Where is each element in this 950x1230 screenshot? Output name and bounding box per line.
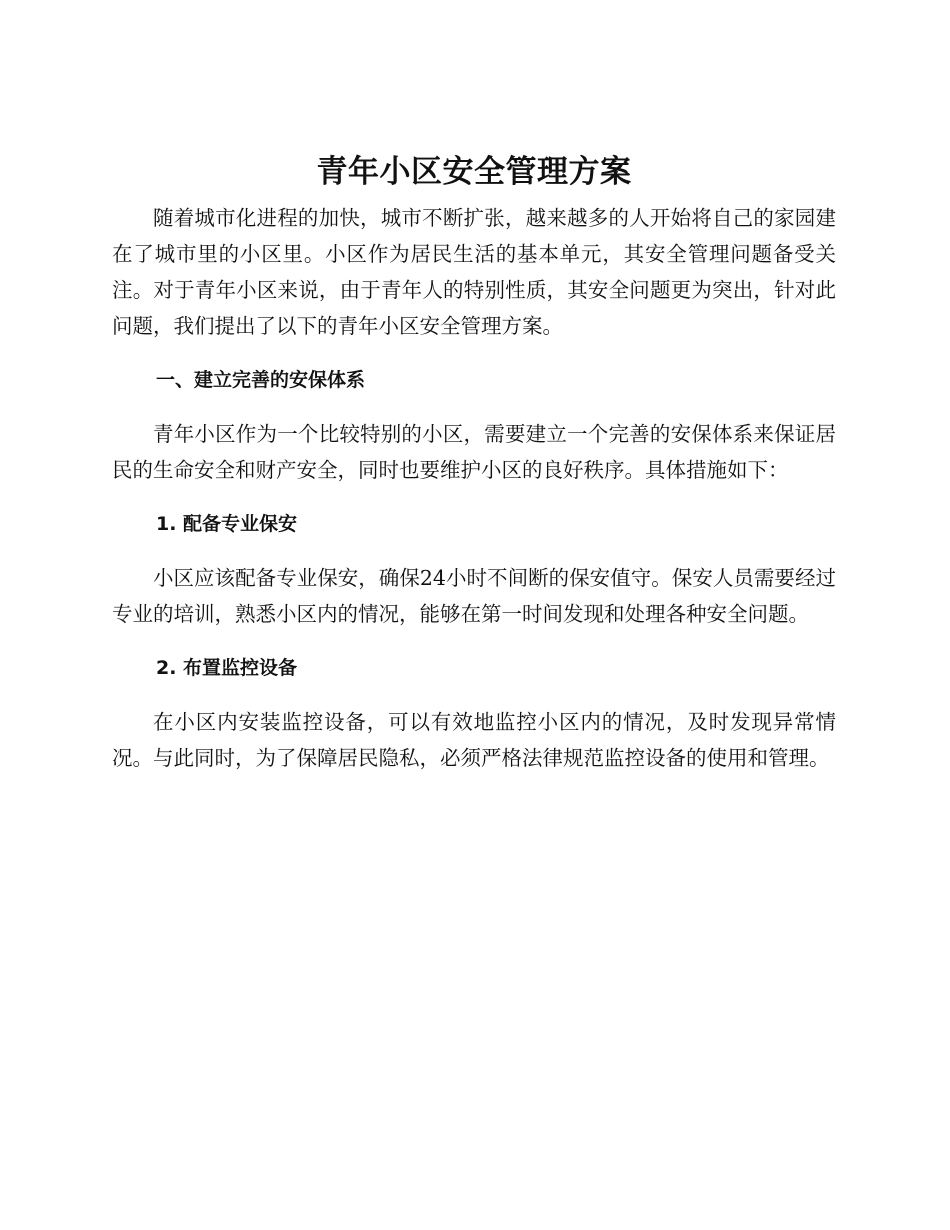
item-1-heading: 1. 配备专业保安 — [156, 513, 298, 535]
spacer — [112, 632, 836, 650]
item-1-paragraph: 小区应该配备专业保安，确保24小时不间断的保安值守。保安人员需要经过专业的培训，熟悉小区内的情况，能够在第一时间发现和处理各种安全问题。 — [112, 566, 836, 626]
spacer — [112, 686, 836, 704]
spacer — [112, 542, 836, 560]
spacer — [112, 488, 836, 506]
document-body — [112, 150, 836, 776]
document-title: 青年小区安全管理方案 — [316, 154, 632, 190]
item-2-paragraph: 在小区内安装监控设备，可以有效地监控小区内的情况，及时发现异常情况。与此同时，为了保障居民隐私，必须严格法律规范监控设备的使用和管理。 — [112, 710, 836, 770]
spacer — [112, 344, 836, 362]
section-1-heading: 一、建立完善的安保体系 — [156, 369, 366, 391]
section-1-paragraph: 青年小区作为一个比较特别的小区，需要建立一个完善的安保体系来保证居民的生命安全和财产安全，同时也要维护小区的良好秩序。具体措施如下： — [112, 422, 836, 482]
spacer — [112, 398, 836, 416]
item-2-heading: 2. 布置监控设备 — [156, 657, 298, 679]
intro-paragraph: 随着城市化进程的加快，城市不断扩张，越来越多的人开始将自己的家园建在了城市里的小区里。小区作为居民生活的基本单元，其安全管理问题备受关注。对于青年小区来说，由于青年人的特别性质，其安全问题更为突出，针对此问题，我们提出了以下的青年小区安全管理方案。 — [112, 206, 836, 338]
